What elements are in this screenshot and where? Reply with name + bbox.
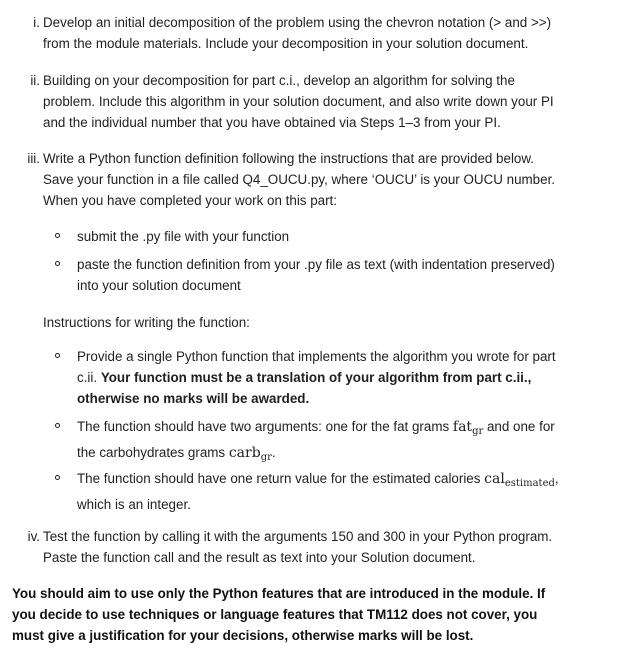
closing-note: You should aim to use only the Python features that are introduced in the module. If you decide to use techniques or language features that TM112 does not cover, you must give a justification for your decisions, otherwise marks will be lost. — [12, 586, 546, 643]
item-numeral: iv. — [27, 529, 40, 544]
bullet-circle-icon — [55, 261, 60, 266]
fat-grams-variable: fat$_{gr}$ — [452, 419, 484, 437]
estimated-calories-variable: cal$_{estimated}$ — [484, 471, 555, 489]
bullet-circle-icon — [55, 233, 60, 238]
carb-grams-variable: carb$_{gr}$ — [228, 445, 272, 463]
item-text: Building on your decomposition for part c.i., develop an algorithm for solving the problem. Include this algorithm in your solution document, and also write down your PI and the individual number that you have obtained via Steps 1–3 from your PI. — [43, 73, 554, 130]
item-text: Develop an initial decomposition of the problem using the chevron notation (> and >>) from the module materials. Include your decomposition in your solution document. — [43, 15, 552, 51]
bullet-circle-icon — [55, 353, 60, 358]
item-numeral: i. — [33, 15, 40, 30]
bullet-circle-icon — [55, 423, 60, 428]
item-text: Test the function by calling it with the arguments 150 and 300 in your Python program. Paste the function call and the result as text into your Solution document. — [43, 529, 553, 565]
bullet-circle-icon — [55, 475, 60, 480]
assignment-instructions: i. Develop an initial decomposition of the problem using the chevron notation (> and >>) from the module materials. Include your decomposition in your solution document. ii. Building on your decomposition for part c.i., develop an algorithm for solving the problem. Include this algorithm in your solution document, and also write down your PI and the individual number that you have obtained via Steps 1–3 from your PI. iii. Write a Python function definition following the instructions that are provided below. Save your function in a file called Q4_OUCU.py, where ‘OUCU’ is your OUCU number. When you have completed your work on this part: submit the .py file with your function paste the function definition from your .py file as text (with indentation preserved) into your solution document Instructions for writing the function: Provide a single Python function that implements the algorithm you wrote for part c.ii. Your function must be a translation of your algorithm from part c.ii., otherwise no marks will be awarded. The function should have two arguments: one for the fat grams fat$_{gr}$ and one for the carbohydrates grams carb$_{gr}$. The function should have one return value for the estimated calories cal$_{estimated}$, which is an integer. iv. Test the function by calling it with the arguments 150 and 300 in your Python program. Paste the function call and the result as text into your Solution document. You should aim to use only the Python features that are introduced in the module. If you decide to use techniques or language features that TM112 does not cover, you must give a justification for your decisions, otherwise marks will be lost. — [0, 0, 629, 662]
item-numeral: iii. — [27, 151, 40, 166]
item-numeral: ii. — [30, 73, 40, 88]
item-text: Write a Python function definition following the instructions that are provided below. Save your function in a file called Q4_OUCU.py, where ‘OUCU’ is your OUCU number. When you have completed your work on this part: — [43, 151, 556, 208]
instructions-heading: Instructions for writing the function: — [43, 315, 250, 330]
